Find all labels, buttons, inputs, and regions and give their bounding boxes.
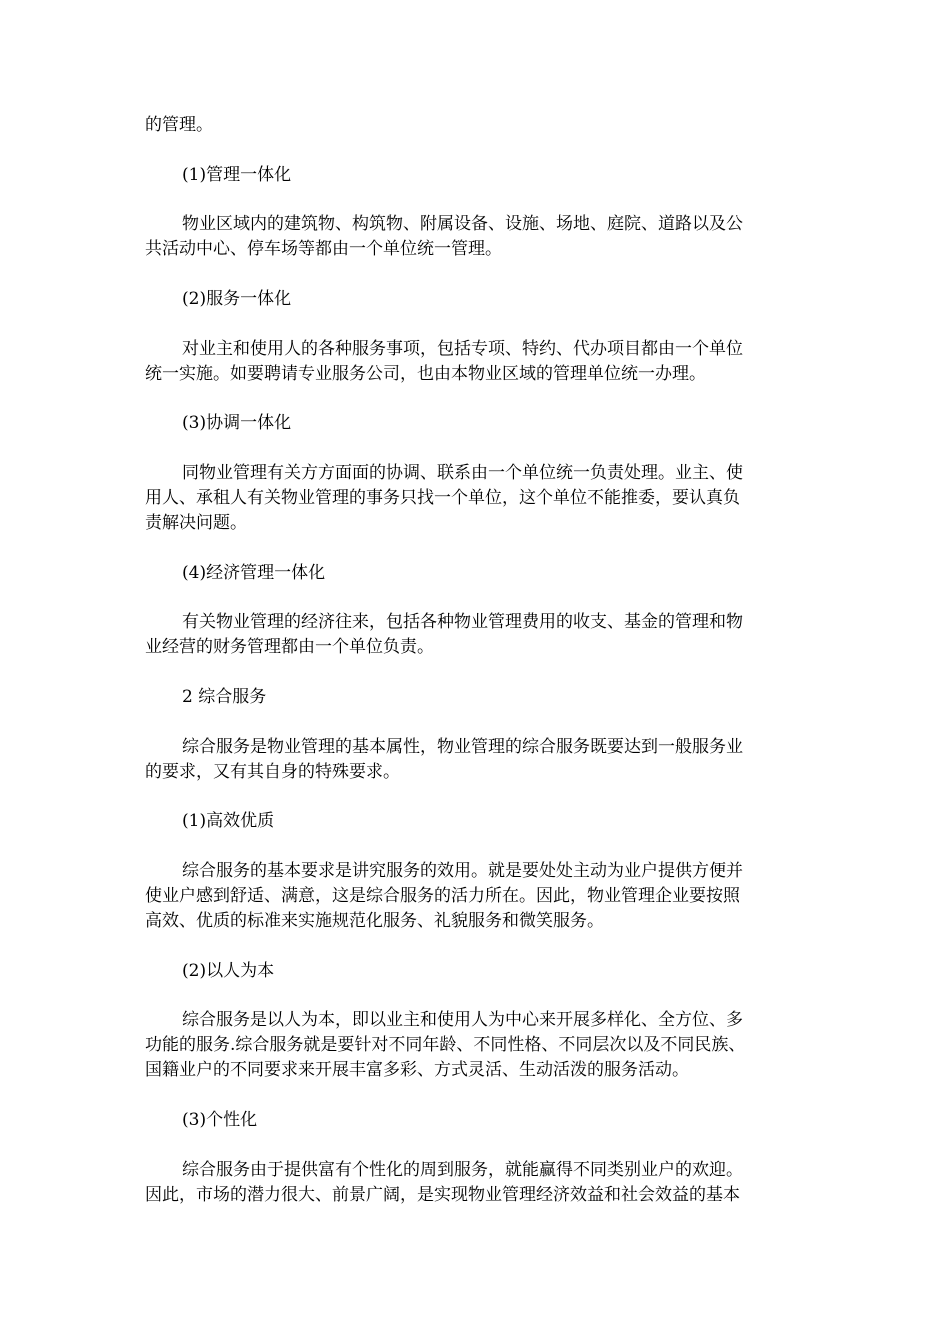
paragraph-line: 国籍业户的不同要求来开展丰富多彩、方式灵活、生动活泼的服务活动。 <box>145 1060 689 1080</box>
paragraph-line: 用人、承租人有关物业管理的事务只找一个单位，这个单位不能推委，要认真负 <box>145 488 740 508</box>
paragraph-line: 高效、优质的标准来实施规范化服务、礼貌服务和微笑服务。 <box>145 911 604 931</box>
paragraph-line: 因此，市场的潜力很大、前景广阔，是实现物业管理经济效益和社会效益的基本 <box>145 1185 740 1205</box>
section-heading: (4)经济管理一体化 <box>182 563 326 583</box>
paragraph-line: 使业户感到舒适、满意，这是综合服务的活力所在。因此，物业管理企业要按照 <box>145 886 740 906</box>
section-heading: (3)个性化 <box>182 1110 258 1130</box>
paragraph-line: 的要求，又有其自身的特殊要求。 <box>145 762 400 782</box>
section-heading: (2)服务一体化 <box>182 289 292 309</box>
paragraph-line: 综合服务的基本要求是讲究服务的效用。就是要处处主动为业户提供方便并 <box>182 861 743 881</box>
section-heading: (2)以人为本 <box>182 961 275 981</box>
paragraph-line: 综合服务是物业管理的基本属性，物业管理的综合服务既要达到一般服务业 <box>182 737 743 757</box>
section-heading: (1)高效优质 <box>182 811 275 831</box>
paragraph-line: 有关物业管理的经济往来，包括各种物业管理费用的收支、基金的管理和物 <box>182 612 743 632</box>
paragraph-line: 责解决问题。 <box>145 513 247 533</box>
section-heading: (3)协调一体化 <box>182 413 292 433</box>
paragraph-line: 对业主和使用人的各种服务事项，包括专项、特约、代办项目都由一个单位 <box>182 339 743 359</box>
continuation-line: 的管理。 <box>145 115 213 135</box>
paragraph-line: 物业区域内的建筑物、构筑物、附属设备、设施、场地、庭院、道路以及公 <box>182 214 743 234</box>
section-heading: (1)管理一体化 <box>182 165 292 185</box>
paragraph-line: 业经营的财务管理都由一个单位负责。 <box>145 637 434 657</box>
section-heading: 2 综合服务 <box>182 687 267 707</box>
paragraph-line: 综合服务是以人为本，即以业主和使用人为中心来开展多样化、全方位、多 <box>182 1010 743 1030</box>
paragraph-line: 功能的服务.综合服务就是要针对不同年龄、不同性格、不同层次以及不同民族、 <box>145 1035 746 1055</box>
paragraph-line: 综合服务由于提供富有个性化的周到服务，就能赢得不同类别业户的欢迎。 <box>182 1160 743 1180</box>
paragraph-line: 同物业管理有关方方面面的协调、联系由一个单位统一负责处理。业主、使 <box>182 463 743 483</box>
paragraph-line: 统一实施。如要聘请专业服务公司，也由本物业区域的管理单位统一办理。 <box>145 364 706 384</box>
paragraph-line: 共活动中心、停车场等都由一个单位统一管理。 <box>145 239 502 259</box>
